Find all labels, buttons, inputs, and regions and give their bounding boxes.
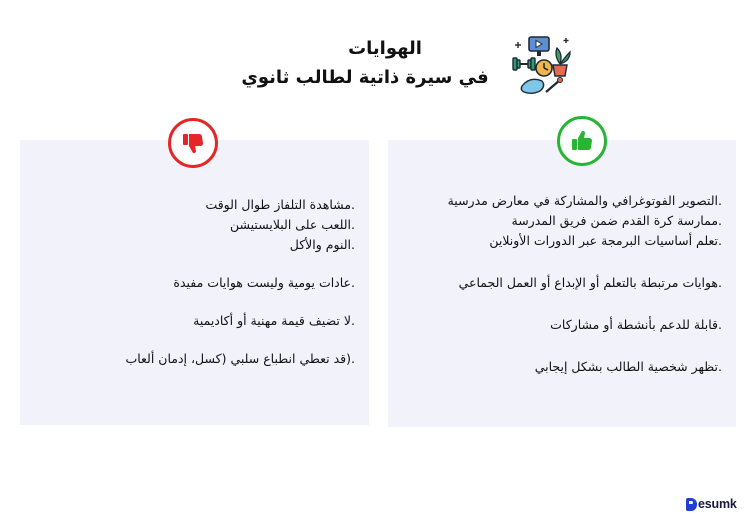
page-subtitle: في سيرة ذاتية لطالب ثانوي [241,67,489,88]
logo-text: esumk [698,497,737,511]
resumk-logo [686,496,737,512]
pros-item: .هوايات مرتبطة بالتعلم أو الإبداع أو العمل الجماعي [458,275,722,290]
pros-item: .ممارسة كرة القدم ضمن فريق المدرسة [511,213,722,228]
pros-badge [557,116,607,166]
pros-item: .تظهر شخصية الطالب بشكل إيجابي [534,359,722,374]
thumbs-up-icon [569,128,595,154]
cons-list [55,195,355,369]
cons-item: .عادات يومية وليست هوايات مفيدة [173,275,355,290]
cons-item: .مشاهدة التلفاز طوال الوقت [205,197,355,212]
header [0,34,755,104]
hobbies-icon [510,34,574,98]
cons-badge [168,118,218,168]
cons-item: .اللعب على البلايستيشن [229,217,355,232]
pros-item: .تعلم أساسيات البرمجة عبر الدورات الأونلاين [489,233,722,248]
logo-r-icon [686,498,697,511]
cons-item: .(قد تعطي انطباع سلبي (كسل، إدمان ألعاب [125,351,355,366]
cons-item: .لا تضيف قيمة مهنية أو أكاديمية [193,313,355,328]
page-title: الهوايات [348,38,422,59]
cons-item: .النوم والأكل [289,237,355,252]
pros-list [392,191,722,377]
thumbs-down-icon [180,130,206,156]
pros-item: .قابلة للدعم بأنشطة أو مشاركات [550,317,722,332]
pros-item: .التصوير الفوتوغرافي والمشاركة في معارض مدرسية [447,193,722,208]
